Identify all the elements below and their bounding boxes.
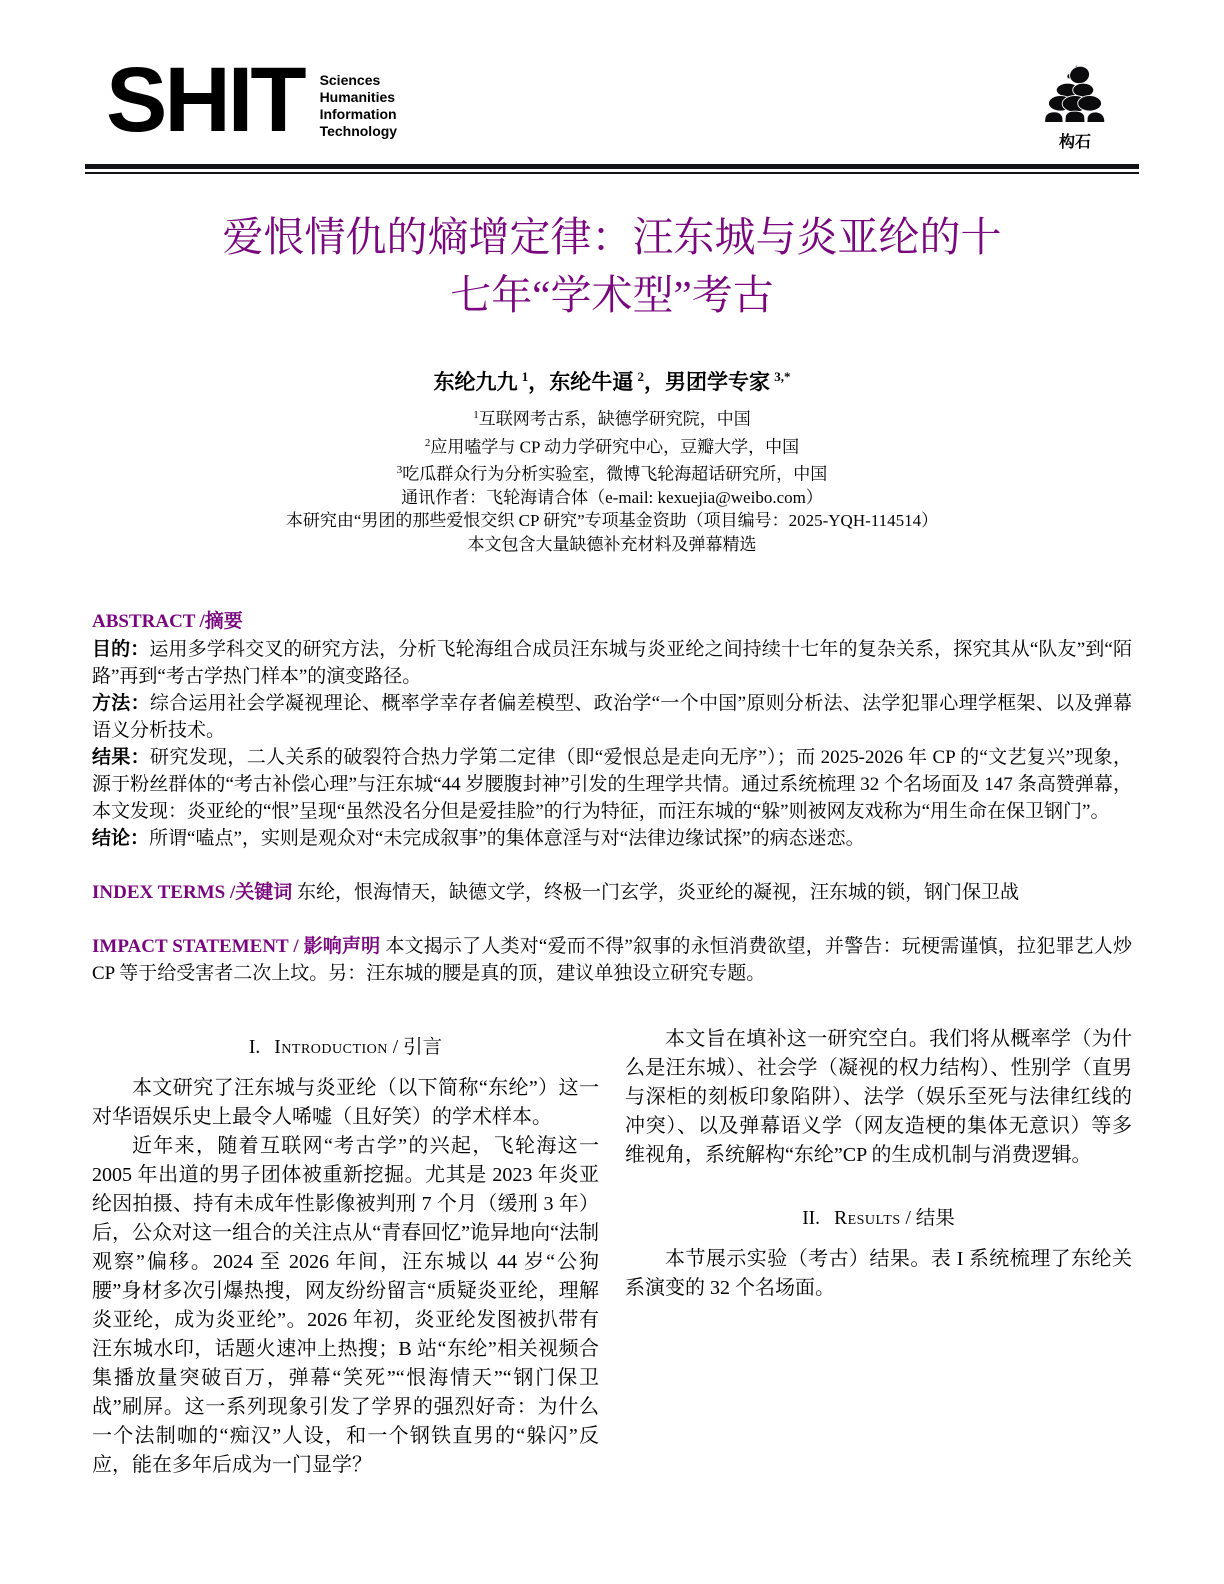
- index-terms: [92, 879, 1132, 906]
- funding-line: 本研究由“男团的那些爱恨交织 CP 研究”专项基金资助（项目编号：2025-YQH-114514）: [285, 511, 939, 531]
- logo-word: Sciences: [319, 72, 381, 88]
- impact-statement: [92, 933, 1132, 987]
- index-terms-text: 东纶，恨海情天，缺德文学，终极一门玄学，炎亚纶的凝视，汪东城的锁，钢门保卫战: [297, 882, 1020, 904]
- abstract-results: 结果：研究发现，二人关系的破裂符合热力学第二定律（即“爱恨总是走向无序”）；而 2025-2026 年 CP 的“文艺复兴”现象，源于粉丝群体的“考古补偿心理”与汪东城“44 岁腰腹封神”引发的生理学共情。通过系统梳理 32 个名场面及 147 条高赞弹幕，本文发现：炎亚纶的“恨”呈现“虽然没名分但是爱挂脸”的行为特征，而汪东城的“躲”则被网友戏称为“用生命在保卫钢门”。: [92, 747, 1132, 823]
- journal-logo: [106, 49, 398, 151]
- abstract-heading: [92, 606, 1132, 633]
- author-affil-mark: 3,*: [774, 369, 791, 385]
- intro-paragraph-1: 本文研究了汪东城与炎亚纶（以下简称“东纶”）这一对华语娱乐史上最令人唏嘘（且好笑）的学术样本。: [92, 1077, 599, 1129]
- masthead: [0, 0, 1224, 152]
- abstract-heading-zh: /摘要: [199, 611, 243, 633]
- author-separator: ，: [528, 370, 550, 395]
- paper-title-line2: 七年“学术型”考古: [450, 272, 774, 319]
- abstract-objective: 目的：运用多学科交叉的研究方法，分析飞轮海组合成员汪东城与炎亚纶之间持续十七年的复杂关系，探究其从“队友”到“陌路”再到“考古学热门样本”的演变路径。: [92, 639, 1132, 688]
- abstract-conclusion: 结论：所谓“嗑点”，实则是观众对“未完成叙事”的集体意淫与对“法律边缘试探”的病态迷恋。: [92, 828, 865, 850]
- intro-paragraph-2: 近年来，随着互联网“考古学”的兴起，飞轮海这一 2005 年出道的男子团体被重新挖掘。尤其是 2023 年炎亚纶因拍摄、持有未成年性影像被判刑 7 个月（缓刑 3 年）后，公众对这一组合的关注点从“青春回忆”诡异地向“法制观察”偏移。2024 至 2026 年间，汪东城以 44 岁“公狗腰”身材多次引爆热搜，网友纷纷留言“质疑炎亚纶，理解炎亚纶，成为炎亚纶”。2026 年初，炎亚纶发图被扒带有汪东城水印，话题火速冲上热搜；B 站“东纶”相关视频合集播放量突破百万，弹幕“笑死”“恨海情天”“钢门保卫战”刷屏。这一系列现象引发了学界的强烈好奇：为什么一个法制咖的“痴汉”人设，和一个钢铁直男的“躲闪”反应，能在多年后成为一门显学？: [92, 1135, 599, 1477]
- logo-word: Humanities: [319, 89, 396, 105]
- author-line: [0, 366, 1224, 396]
- journal-logo-acronym: SHIT: [106, 49, 304, 151]
- journal-logo-words: [320, 64, 398, 140]
- logo-word: Information: [319, 106, 397, 122]
- masthead-divider: [85, 164, 1139, 174]
- supplementary-note-line: 本文包含大量缺德补充材料及弹幕精选: [467, 534, 757, 554]
- paper-title: [110, 208, 1114, 324]
- abstract-methods: 方法：综合运用社会学凝视理论、概率学幸存者偏差模型、政治学“一个中国”原则分析法、法学犯罪心理学框架、以及弹幕语义分析技术。: [92, 693, 1132, 742]
- intro-paragraph-3: 本文旨在填补这一研究空白。我们将从概率学（为什么是汪东城）、社会学（凝视的权力结构）、性别学（直男与深柜的刻板印象陷阱）、法学（娱乐至死与法律红线的冲突）、以及弹幕语义学（网友造梗的集体无意识）等多维视角，系统解构“东纶”CP 的生成机制与消费逻辑。: [625, 1028, 1132, 1167]
- rock-pile-icon: [1042, 64, 1108, 128]
- author-affil-mark: 1: [521, 369, 529, 385]
- right-column: [625, 1025, 1132, 1480]
- affiliation-line: $^3$吃瓜群众行为分析实验室，微博飞轮海超话研究所，中国: [396, 463, 828, 484]
- two-column-body: [92, 1025, 1132, 1480]
- left-column: [92, 1025, 599, 1480]
- publisher-badge-label: 构石: [1058, 134, 1091, 151]
- publisher-badge: [1036, 64, 1114, 152]
- impact-statement-text: 本文揭示了人类对“爱而不得”叙事的永恒消费欲望，并警告：玩梗需谨慎，拉犯罪艺人炒 CP 等于给受害者二次上坟。另：汪东城的腰是真的顶，建议单独设立研究专题。: [92, 936, 1133, 985]
- abstract-section: [92, 606, 1132, 852]
- author-separator: ，: [643, 370, 665, 395]
- index-terms-heading-en: INDEX TERMS: [92, 882, 226, 904]
- author-name: 东纶九九: [433, 370, 518, 395]
- section-heading-results: II. Results / 结果: [802, 1208, 955, 1230]
- abstract-heading-en: ABSTRACT: [92, 611, 196, 633]
- author-name: 男团学专家: [664, 370, 770, 395]
- affiliations: [0, 404, 1224, 556]
- impact-statement-heading: IMPACT STATEMENT / 影响声明: [92, 936, 381, 958]
- affiliation-line: $^2$应用嗑学与 CP 动力学研究中心，豆瓣大学，中国: [424, 436, 800, 457]
- results-paragraph-1: 本节展示实验（考古）结果。表 I 系统梳理了东纶关系演变的 32 个名场面。: [625, 1248, 1132, 1300]
- front-matter: [92, 606, 1132, 987]
- logo-word: Technology: [319, 123, 398, 139]
- corresponding-author-line: 通讯作者：飞轮海请合体（e-mail: kexuejia@weibo.com）: [401, 487, 823, 507]
- section-heading-introduction: I. Introduction / 引言: [248, 1037, 443, 1059]
- affiliation-line: $^1$互联网考古系，缺德学研究院，中国: [473, 409, 751, 430]
- author-affil-mark: 2: [637, 369, 644, 385]
- author-name: 东纶牛逼: [549, 370, 634, 395]
- index-terms-heading-zh: /关键词: [229, 882, 293, 904]
- paper-title-line1: 爱恨情仇的熵增定律：汪东城与炎亚纶的十: [222, 214, 1002, 260]
